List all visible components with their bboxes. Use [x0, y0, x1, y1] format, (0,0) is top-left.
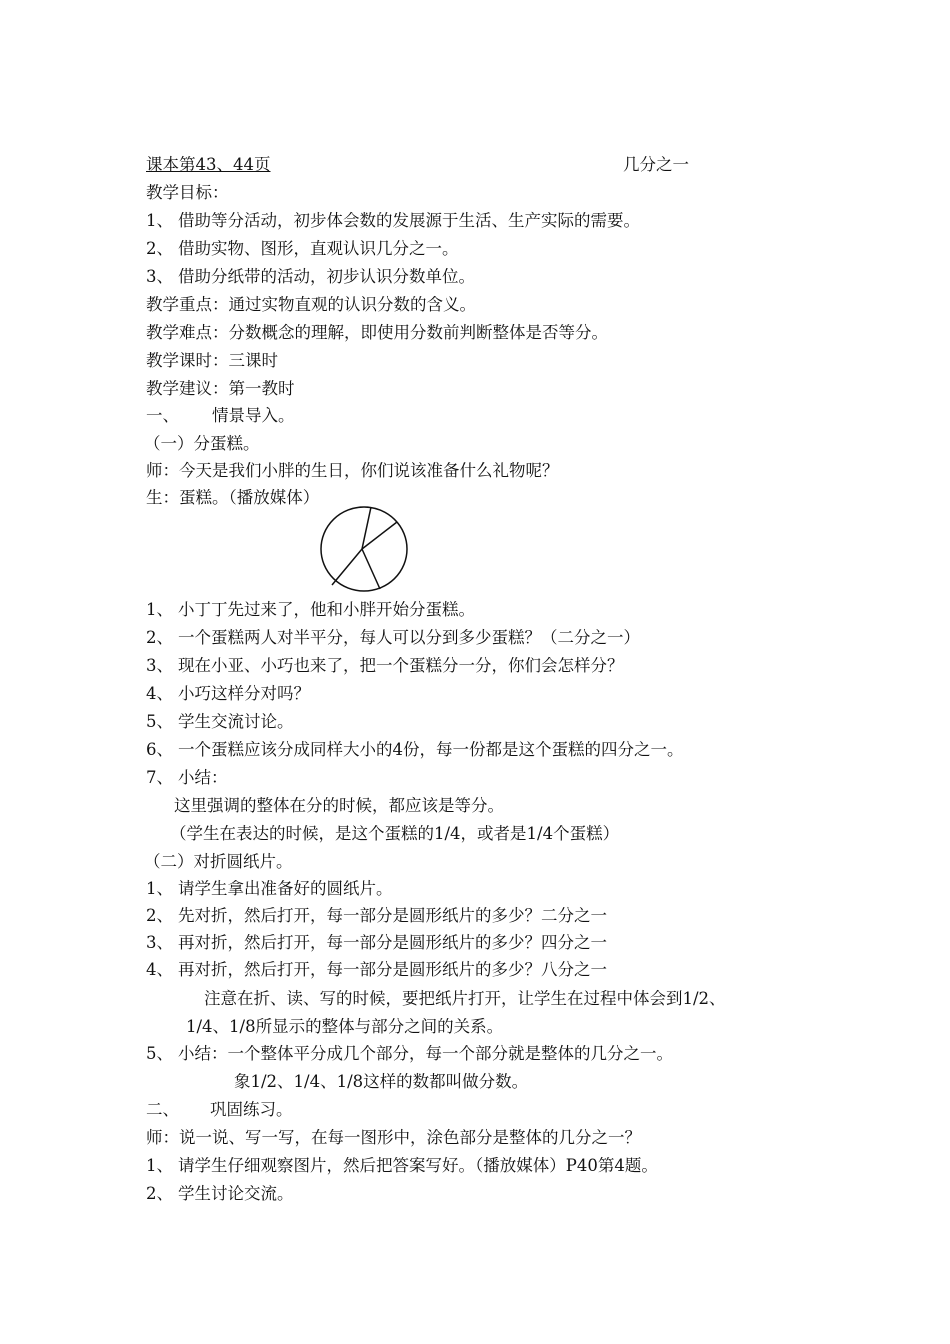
list-item: 2、 先对折，然后打开，每一部分是圆形纸片的多少？二分之一	[146, 906, 607, 925]
objective-item: 2、 借助实物、图形，直观认识几分之一。	[146, 239, 459, 258]
list-item: 7、 小结：	[146, 768, 228, 787]
summary-text: 象1/2、1/4、1/8这样的数都叫做分数。	[234, 1072, 529, 1091]
summary-note: （学生在表达的时候，是这个蛋糕的1/4，或者是1/4个蛋糕）	[170, 824, 620, 843]
textbook-reference: 课本第43、44页	[146, 155, 271, 174]
objective-item: 1、 借助等分活动，初步体会数的发展源于生活、生产实际的需要。	[146, 211, 640, 230]
list-item: 4、 小巧这样分对吗？	[146, 684, 310, 703]
summary-text: 这里强调的整体在分的时候，都应该是等分。	[174, 796, 504, 815]
list-item: 3、 现在小亚、小巧也来了，把一个蛋糕分一分，你们会怎样分？	[146, 656, 624, 675]
objectives-heading: 教学目标：	[146, 183, 229, 202]
list-item: 3、 再对折，然后打开，每一部分是圆形纸片的多少？四分之一	[146, 933, 607, 952]
lesson-title: 几分之一	[623, 155, 689, 174]
cake-outline	[321, 507, 407, 591]
note-text: 1/4、1/8所显示的整体与部分之间的关系。	[186, 1017, 504, 1036]
header-line	[146, 154, 689, 176]
part-two-heading: （二）对折圆纸片。	[144, 852, 293, 871]
list-item: 2、 学生讨论交流。	[146, 1184, 294, 1203]
list-item: 5、 小结：一个整体平分成几个部分，每一个部分就是整体的几分之一。	[146, 1044, 673, 1063]
note-text: 注意在折、读、写的时候，要把纸片打开，让学生在过程中体会到1/2、	[204, 989, 726, 1008]
section-one-heading: 一、 情景导入。	[146, 406, 295, 425]
teacher-question: 师：说一说、写一写，在每一图形中，涂色部分是整体的几分之一？	[146, 1128, 641, 1147]
cake-cut-line	[332, 549, 362, 585]
section-two-heading: 二、 巩固练习。	[146, 1100, 293, 1119]
list-item: 2、 一个蛋糕两人对半平分，每人可以分到多少蛋糕？（二分之一）	[146, 628, 640, 647]
difficulty: 教学难点：分数概念的理解，即使用分数前判断整体是否等分。	[146, 323, 608, 342]
list-item: 1、 请学生拿出准备好的圆纸片。	[146, 879, 393, 898]
part-one-heading: （一）分蛋糕。	[144, 434, 260, 453]
teacher-question: 师：今天是我们小胖的生日，你们说该准备什么礼物呢？	[146, 461, 559, 480]
objective-item: 3、 借助分纸带的活动，初步认识分数单位。	[146, 267, 475, 286]
cake-diagram	[318, 504, 412, 594]
key-point: 教学重点：通过实物直观的认识分数的含义。	[146, 295, 476, 314]
list-item: 5、 学生交流讨论。	[146, 712, 294, 731]
periods: 教学课时：三课时	[146, 351, 278, 370]
list-item: 1、 小丁丁先过来了，他和小胖开始分蛋糕。	[146, 600, 475, 619]
list-item: 4、 再对折，然后打开，每一部分是圆形纸片的多少？八分之一	[146, 960, 607, 979]
list-item: 1、 请学生仔细观察图片，然后把答案写好。（播放媒体）P40第4题。	[146, 1156, 658, 1175]
cake-cut-line	[362, 549, 380, 589]
suggestion: 教学建议：第一教时	[146, 379, 295, 398]
list-item: 6、 一个蛋糕应该分成同样大小的4份，每一份都是这个蛋糕的四分之一。	[146, 740, 684, 759]
student-answer: 生：蛋糕。（播放媒体）	[146, 488, 320, 507]
